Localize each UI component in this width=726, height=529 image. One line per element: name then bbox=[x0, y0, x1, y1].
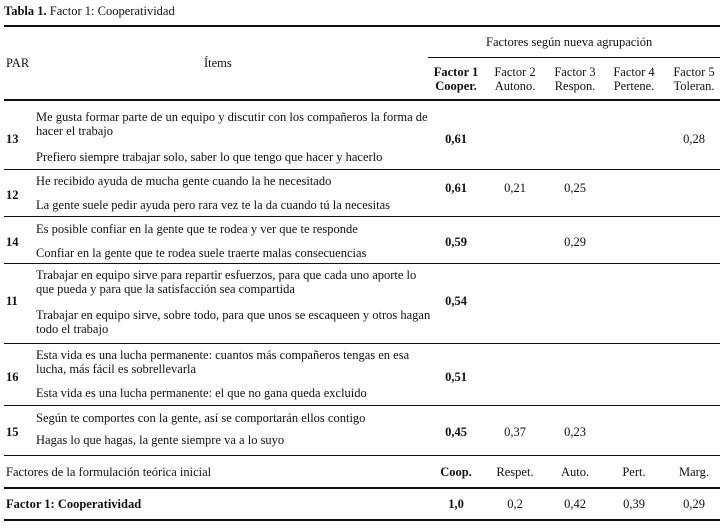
item-negative: La gente suele pedir ayuda pero rara vez te la da cuando tú la necesitas bbox=[36, 198, 390, 212]
row-par: 15 bbox=[6, 425, 19, 439]
row-divider bbox=[4, 343, 720, 344]
row-par: 11 bbox=[6, 294, 18, 308]
summary-value-2: 0,2 bbox=[507, 497, 523, 511]
value-factor-1: 0,61 bbox=[445, 132, 467, 146]
top-rule bbox=[4, 25, 720, 27]
item-negative: Esta vida es una lucha permanente: el que no gana queda excluido bbox=[36, 386, 367, 400]
row-par: 14 bbox=[6, 235, 19, 249]
footer-label: Factores de la formulación teórica inicial bbox=[6, 465, 212, 479]
item-positive: Me gusta formar parte de un equipo y discutir con los compañeros la forma de hacer el trabajo bbox=[36, 110, 428, 138]
item-negative: Prefiero siempre trabajar solo, saber lo que tengo que hacer y hacerlo bbox=[36, 150, 383, 164]
footer-col-3: Auto. bbox=[560, 465, 590, 479]
header-par: PAR bbox=[6, 56, 30, 70]
header-factor-3: Factor 3 Respon. bbox=[554, 65, 596, 93]
value-factor-3: 0,23 bbox=[564, 425, 586, 439]
row-divider bbox=[4, 169, 720, 170]
table-title-number: Tabla 1. bbox=[4, 4, 47, 18]
row-divider bbox=[4, 405, 720, 406]
header-factor-5: Factor 5 Toleran. bbox=[673, 65, 715, 93]
item-positive: Según te comportes con la gente, así se comportarán ellos contigo bbox=[36, 411, 366, 425]
item-negative: Confiar en la gente que te rodea suele traerte malas consecuencias bbox=[36, 246, 367, 260]
row-par: 13 bbox=[6, 132, 19, 146]
header-group-rule bbox=[428, 57, 720, 58]
header-factor-group: Factores según nueva agrupación bbox=[486, 35, 653, 49]
item-negative: Trabajar en equipo sirve, sobre todo, para que unos se escaqueen y otros hagan todo el trabajo bbox=[36, 308, 431, 336]
value-factor-2: 0,21 bbox=[504, 181, 526, 195]
footer-col-5: Marg. bbox=[679, 465, 709, 479]
footer-col-2: Respet. bbox=[496, 465, 534, 479]
value-factor-1: 0,51 bbox=[445, 370, 467, 384]
summary-value-4: 0,39 bbox=[623, 497, 645, 511]
header-items: Ítems bbox=[204, 56, 232, 70]
value-factor-1: 0,61 bbox=[445, 181, 467, 195]
table-title-text: Factor 1: Cooperatividad bbox=[46, 4, 175, 18]
summary-label: Factor 1: Cooperatividad bbox=[6, 497, 142, 511]
row-divider bbox=[4, 216, 720, 217]
footer-col-1: Coop. bbox=[440, 465, 472, 479]
item-positive: He recibido ayuda de mucha gente cuando la he necesitado bbox=[36, 174, 332, 188]
footer-col-4: Pert. bbox=[622, 465, 646, 479]
item-positive: Esta vida es una lucha permanente: cuantos más compañeros tengas en esa lucha, más fácil es sobrellevarla bbox=[36, 348, 410, 376]
value-factor-1: 0,45 bbox=[445, 425, 467, 439]
header-factor-1: Factor 1 Cooper. bbox=[433, 65, 479, 93]
footer-rule bbox=[4, 487, 720, 489]
value-factor-3: 0,29 bbox=[564, 235, 586, 249]
row-divider bbox=[4, 455, 720, 456]
header-factor-4: Factor 4 Pertene. bbox=[613, 65, 655, 93]
item-negative: Hagas lo que hagas, la gente siempre va a lo suyo bbox=[36, 433, 285, 447]
row-par: 16 bbox=[6, 370, 19, 384]
table-title bbox=[4, 4, 175, 19]
header-factor-2: Factor 2 Autono. bbox=[494, 65, 536, 93]
row-par: 12 bbox=[6, 188, 19, 202]
summary-value-1: 1,0 bbox=[448, 497, 464, 511]
header-rule bbox=[4, 99, 720, 101]
value-factor-1: 0,59 bbox=[445, 235, 467, 249]
bottom-rule bbox=[4, 519, 720, 521]
value-factor-3: 0,25 bbox=[564, 181, 586, 195]
summary-value-3: 0,42 bbox=[564, 497, 586, 511]
item-positive: Trabajar en equipo sirve para repartir esfuerzos, para que cada uno aporte lo que pueda y para que la satisfacción sea compartida bbox=[36, 268, 417, 296]
row-divider bbox=[4, 263, 720, 264]
value-factor-1: 0,54 bbox=[445, 294, 467, 308]
summary-value-5: 0,29 bbox=[683, 497, 705, 511]
value-factor-2: 0,37 bbox=[504, 425, 526, 439]
item-positive: Es posible confiar en la gente que te rodea y ver que te responde bbox=[36, 222, 358, 236]
value-factor-5: 0,28 bbox=[683, 132, 705, 146]
